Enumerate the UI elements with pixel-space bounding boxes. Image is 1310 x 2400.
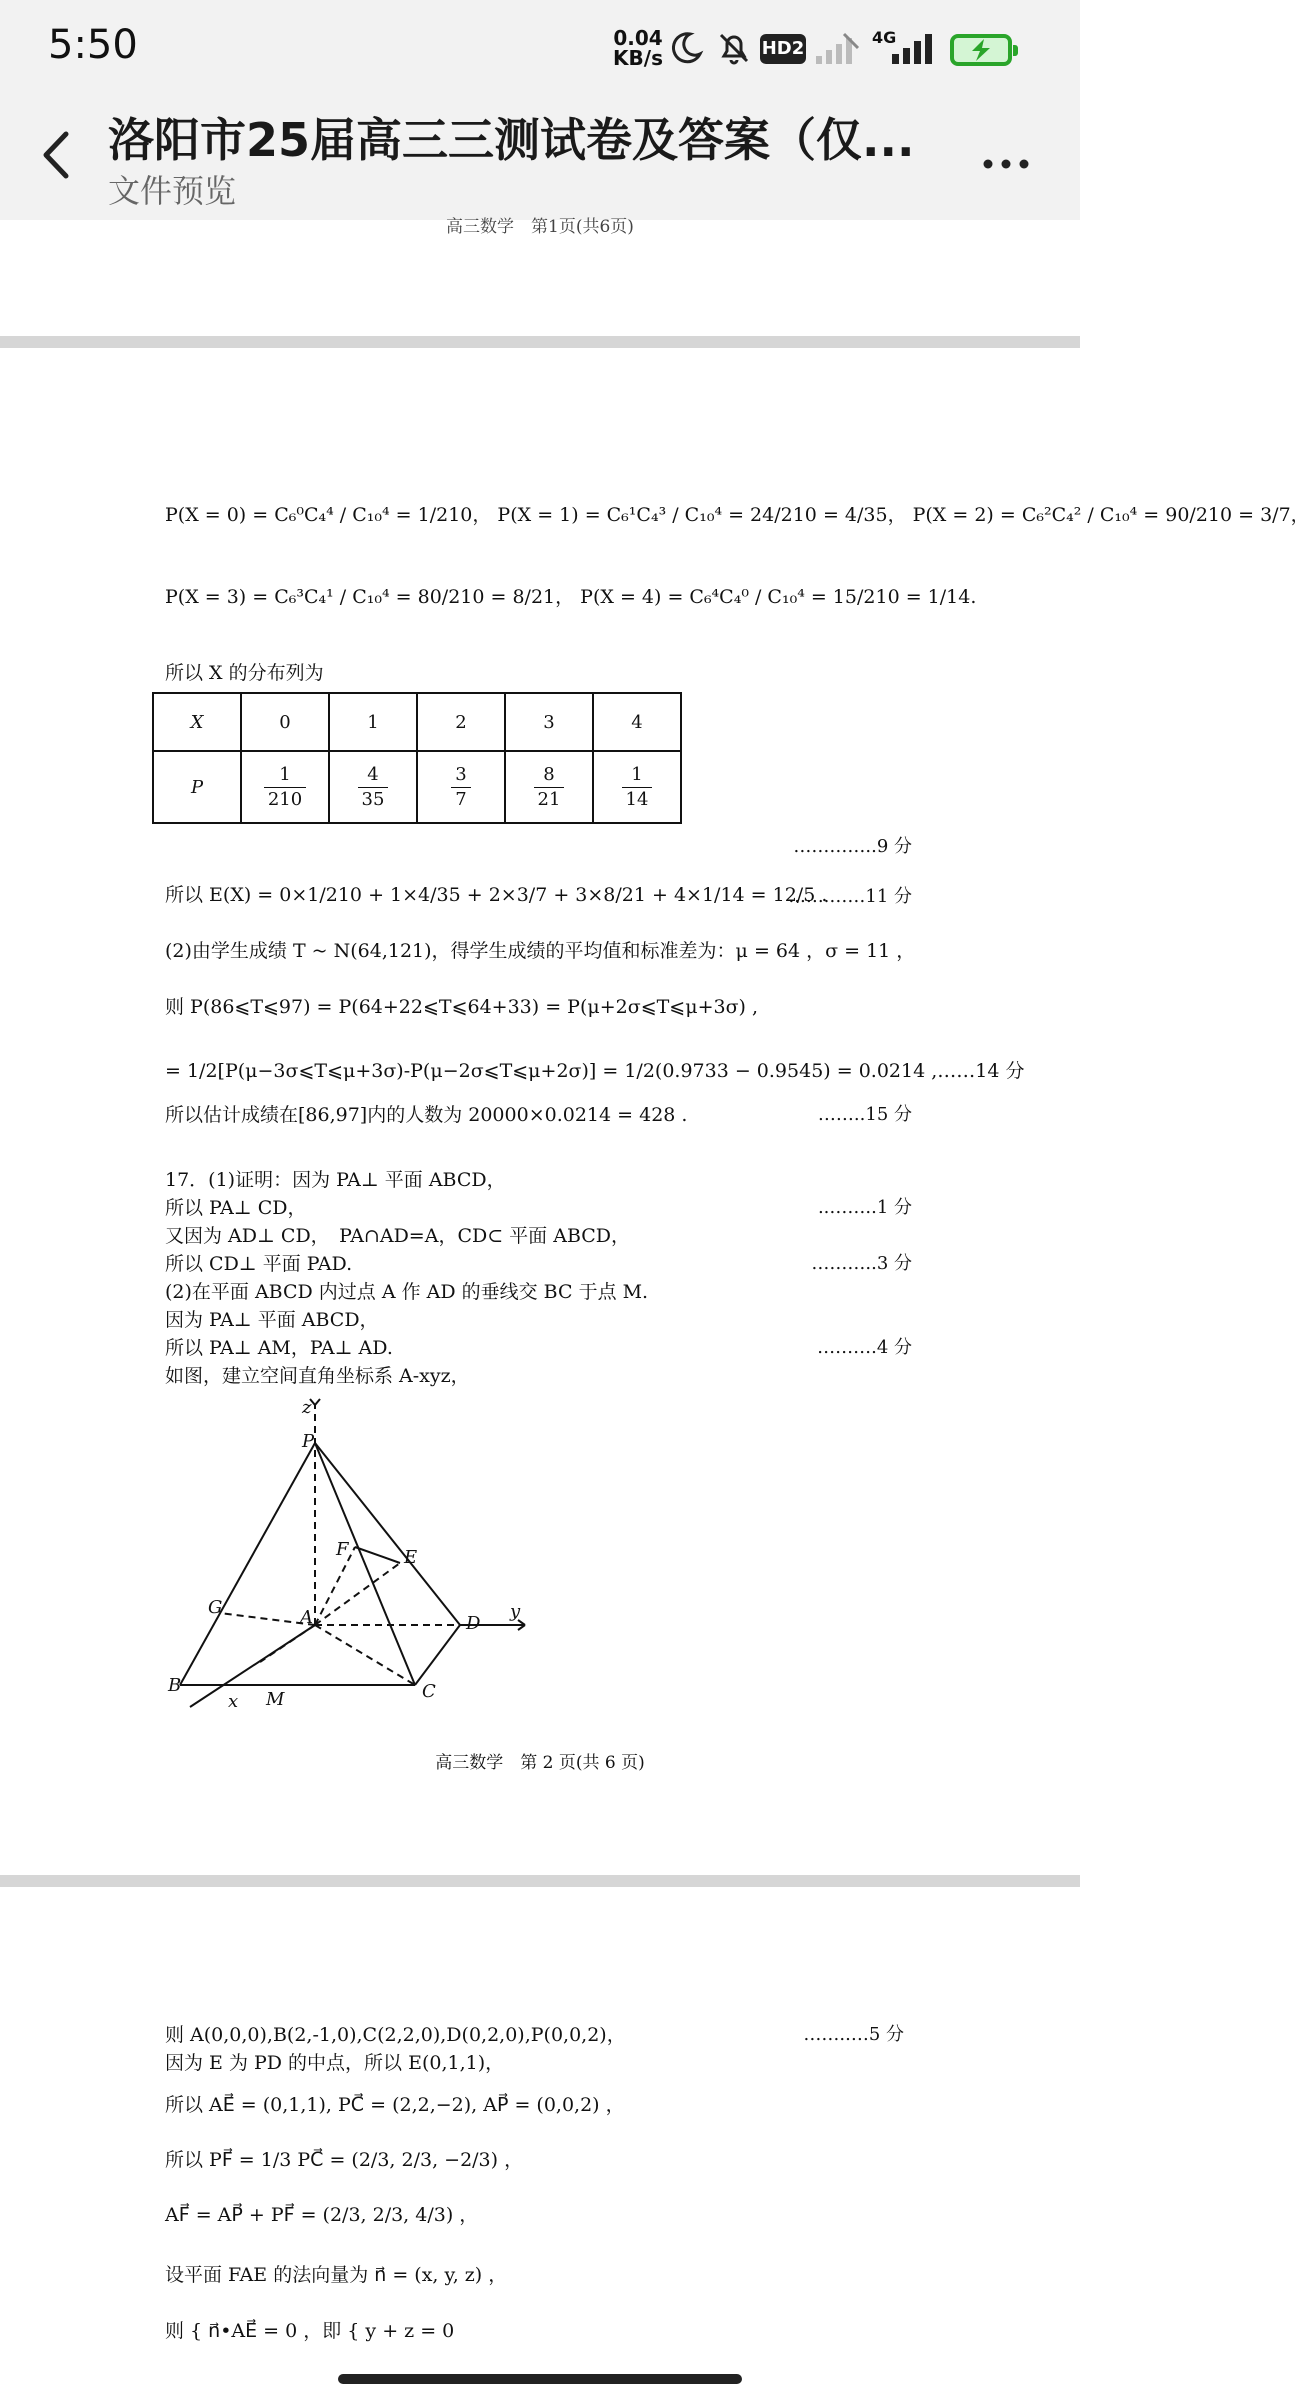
q17-line-5: (2)在平面 ABCD 内过点 A 作 AD 的垂线交 BC 于点 M.: [165, 1281, 649, 1303]
charging-bolt-icon: [954, 38, 1008, 62]
label-c: C: [422, 1681, 436, 1702]
table-cell: $\frac{4}{35}$: [329, 751, 417, 823]
system-line-cut: 则 { n⃗•AE⃗ = 0 ，即 { y + z = 0: [165, 2320, 455, 2342]
midpoint-line: 因为 E 为 PD 的中点，所以 E(0,1,1)，: [165, 2052, 505, 2074]
moon-icon: [668, 30, 704, 66]
calculation-line: = 1/2[P(μ−3σ⩽T⩽μ+3σ)-P(μ−2σ⩽T⩽μ+2σ)] = 1/2(0.9733 − 0.9545) = 0.0214 ,……14 分: [165, 1060, 1025, 1082]
label-f: F: [336, 1539, 349, 1560]
table-cell: 3: [505, 693, 593, 751]
status-time: 5:50: [48, 22, 138, 68]
q17-line-8: 如图，建立空间直角坐标系 A-xyz，: [165, 1365, 470, 1387]
score-9: …………..9 分: [793, 836, 912, 857]
network-speed-value: 0.04: [613, 26, 663, 50]
table-header-p: P: [153, 751, 241, 823]
page1-footer: 高三数学 第1页(共6页): [446, 217, 634, 237]
label-x: x: [228, 1691, 239, 1712]
vectors-line-2: 所以 PF⃗ = 1/3 PC⃗ = (2/3, 2/3, −2/3) ，: [165, 2149, 524, 2171]
vectors-line-1: 所以 AE⃗ = (0,1,1), PC⃗ = (2,2,−2), AP⃗ = (0,0,2) ，: [165, 2094, 625, 2116]
distribution-intro: 所以 X 的分布列为: [165, 662, 324, 684]
app-header: [0, 100, 1080, 220]
label-y: y: [510, 1601, 521, 1622]
home-indicator[interactable]: [338, 2374, 742, 2384]
expectation-line: 所以 E(X) = 0×1/210 + 1×4/35 + 2×3/7 + 3×8/21 + 4×1/14 = 12/5 .: [165, 884, 828, 906]
q17-line-4: 所以 CD⊥ 平面 PAD.: [165, 1253, 353, 1275]
table-cell: $\frac{8}{21}$: [505, 751, 593, 823]
q17-line-7: 所以 PA⊥ AM，PA⊥ AD.: [165, 1337, 393, 1359]
network-speed-unit: KB/s: [613, 46, 663, 70]
more-options-button[interactable]: [976, 128, 1036, 178]
table-cell: 0: [241, 693, 329, 751]
label-m: M: [266, 1689, 285, 1710]
status-bar: [0, 0, 1080, 100]
battery-icon: [950, 34, 1012, 66]
score-1: ..……..1 分: [817, 1197, 912, 1218]
label-b: B: [168, 1675, 182, 1696]
signal-strong-icon: [886, 30, 936, 66]
table-cell: 4: [593, 693, 681, 751]
table-cell: $\frac{3}{7}$: [417, 751, 505, 823]
hd-voice-badge: HD2: [760, 34, 806, 64]
table-cell: 1: [329, 693, 417, 751]
prob-formula-line-2: P(X = 3) = C₆³C₄¹ / C₁₀⁴ = 80/210 = 8/21， P(X = 4) = C₆⁴C₄⁰ / C₁₀⁴ = 15/210 = 1/14.: [165, 586, 977, 608]
document-title: 洛阳市25届高三三测试卷及答案（仅...: [108, 113, 915, 167]
document-subtitle: 文件预览: [108, 172, 237, 210]
part2-line: (2)由学生成绩 T ~ N(64,121)，得学生成绩的平均值和标准差为：μ = 64 ，σ = 11 ，: [165, 940, 916, 962]
label-z: z: [302, 1397, 312, 1418]
table-row: [153, 751, 681, 823]
table-row: [153, 693, 681, 751]
q17-line-6: 因为 PA⊥ 平面 ABCD，: [165, 1309, 379, 1331]
page2-footer: 高三数学 第 2 页(共 6 页): [435, 1753, 645, 1773]
estimate-line: 所以估计成绩在[86,97]内的人数为 20000×0.0214 = 428 .: [165, 1104, 688, 1126]
label-e: E: [404, 1547, 418, 1568]
label-p: P: [302, 1431, 315, 1452]
score-3: ………..3 分: [811, 1253, 912, 1274]
network-speed: [610, 28, 666, 68]
score-11: ..…..……11 分: [788, 886, 912, 907]
signal-weak-icon: [814, 30, 860, 66]
label-d: D: [466, 1613, 481, 1634]
pyramid-figure: [160, 1395, 540, 1725]
probability-line: 则 P(86⩽T⩽97) = P(64+22⩽T⩽64+33) = P(μ+2σ⩽T⩽μ+3σ) ,: [165, 996, 759, 1018]
page-separator: [0, 336, 1080, 348]
coords-line: 则 A(0,0,0),B(2,-1,0),C(2,2,0),D(0,2,0),P(0,0,2)，: [165, 2024, 626, 2046]
more-dots-icon: [976, 128, 1036, 178]
label-a: A: [300, 1607, 313, 1628]
table-cell: $\frac{1}{14}$: [593, 751, 681, 823]
prob-formula-line-1: P(X = 0) = C₆⁰C₄⁴ / C₁₀⁴ = 1/210， P(X = 1) = C₆¹C₄³ / C₁₀⁴ = 24/210 = 4/35， P(X = 2) = C₆²C₄² / C₁₀⁴ = 90/210 = 3/7，: [165, 504, 1310, 526]
q17-line-3: 又因为 AD⊥ CD， PA∩AD=A，CD⊂ 平面 ABCD，: [165, 1225, 631, 1247]
document-viewer[interactable]: [0, 217, 1310, 2400]
score-4: ……….4 分: [817, 1337, 912, 1358]
q17-line-1: 17．(1)证明：因为 PA⊥ 平面 ABCD，: [165, 1169, 506, 1191]
q17-line-2: 所以 PA⊥ CD，: [165, 1197, 307, 1219]
distribution-table: [152, 692, 682, 824]
label-g: G: [208, 1597, 223, 1618]
table-cell: 2: [417, 693, 505, 751]
bell-off-icon: [716, 30, 752, 66]
vectors-line-3: AF⃗ = AP⃗ + PF⃗ = (2/3, 2/3, 4/3) ，: [165, 2204, 479, 2226]
table-cell: $\frac{1}{210}$: [241, 751, 329, 823]
normal-vector-line: 设平面 FAE 的法向量为 n⃗ = (x, y, z) ，: [165, 2264, 508, 2286]
page-separator: [0, 1875, 1080, 1887]
score-5: ……..…5 分: [803, 2024, 904, 2045]
table-header-x: X: [153, 693, 241, 751]
score-15: ……..15 分: [817, 1104, 912, 1125]
network-type: 4G: [872, 28, 897, 47]
back-arrow-icon[interactable]: [32, 120, 82, 190]
